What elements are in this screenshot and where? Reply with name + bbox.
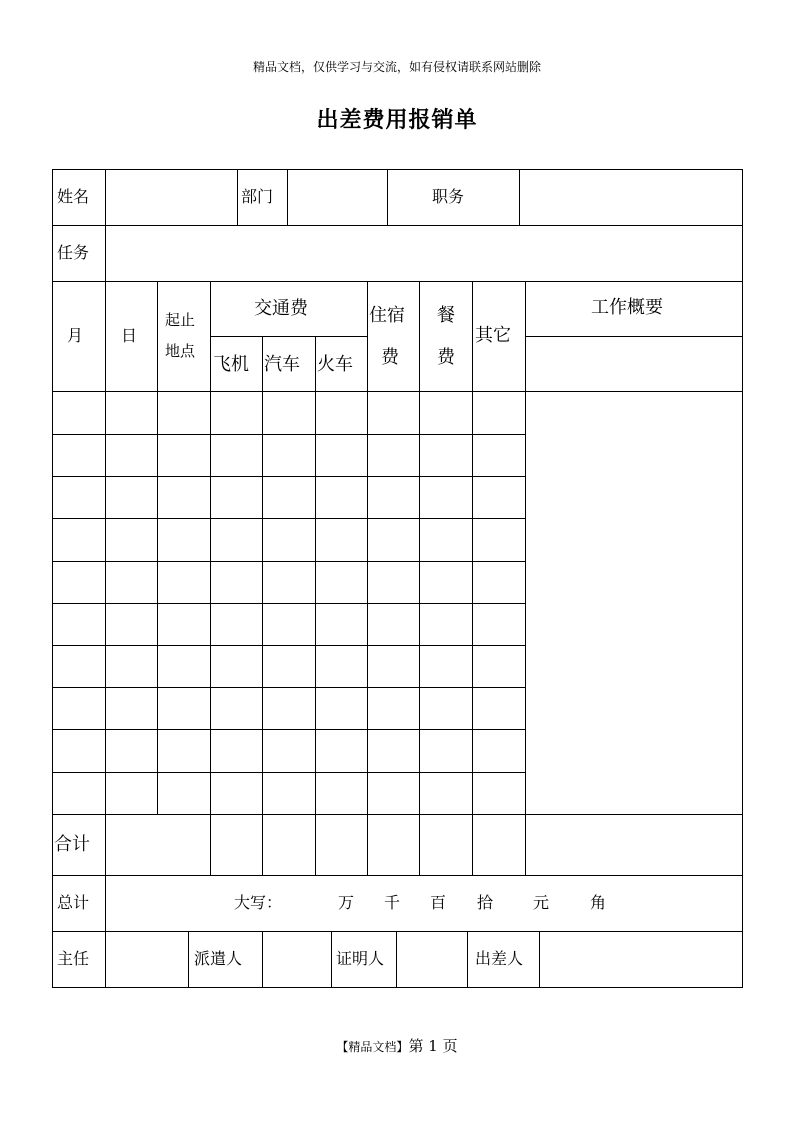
entry-cell-route[interactable] — [158, 730, 210, 772]
entry-cell-car[interactable] — [263, 435, 315, 476]
entry-cell-month[interactable] — [53, 519, 105, 561]
entry-cell-day[interactable] — [106, 646, 157, 687]
traveler-label: 出差人 — [475, 949, 524, 968]
entry-cell-route[interactable] — [158, 688, 210, 729]
entry-cell-lodging[interactable] — [368, 604, 419, 645]
page-title: 出差费用报销单 — [316, 107, 478, 133]
entry-cell-month[interactable] — [53, 392, 105, 434]
entry-cell-car[interactable] — [263, 562, 315, 603]
entry-cell-day[interactable] — [106, 604, 157, 645]
day-header: 日 — [121, 326, 138, 345]
entry-cell-lodging[interactable] — [368, 435, 419, 476]
entry-cell-day[interactable] — [106, 392, 157, 434]
grid-line-h — [52, 931, 743, 932]
entry-cell-lodging[interactable] — [368, 773, 419, 814]
grid-line-v — [539, 931, 540, 988]
entry-cell-other[interactable] — [473, 688, 525, 729]
entry-cell-meal[interactable] — [420, 646, 472, 687]
entry-cell-meal[interactable] — [420, 477, 472, 518]
entry-cell-plane[interactable] — [211, 562, 262, 603]
entry-cell-train[interactable] — [316, 688, 367, 729]
entry-cell-car[interactable] — [263, 604, 315, 645]
entry-cell-month[interactable] — [53, 435, 105, 476]
footer-prefix: 第 — [408, 1037, 424, 1055]
entry-cell-other[interactable] — [473, 392, 525, 434]
entry-cell-train[interactable] — [316, 435, 367, 476]
total-wan: 万 — [338, 893, 355, 912]
entry-cell-meal[interactable] — [420, 392, 472, 434]
entry-cell-day[interactable] — [106, 519, 157, 561]
entry-cell-car[interactable] — [263, 646, 315, 687]
grid-line-v — [387, 169, 388, 226]
other-header: 其它 — [475, 325, 511, 346]
entry-cell-car[interactable] — [263, 773, 315, 814]
entry-cell-lodging[interactable] — [368, 519, 419, 561]
entry-cell-other[interactable] — [473, 435, 525, 476]
meal-header-line2: 费 — [437, 347, 455, 368]
entry-cell-train[interactable] — [316, 646, 367, 687]
entry-cell-meal[interactable] — [420, 435, 472, 476]
entry-cell-month[interactable] — [53, 646, 105, 687]
meal-header-line1: 餐 — [437, 305, 455, 326]
month-header: 月 — [67, 326, 84, 345]
entry-cell-plane[interactable] — [211, 688, 262, 729]
entry-cell-day[interactable] — [106, 435, 157, 476]
entry-cell-lodging[interactable] — [368, 730, 419, 772]
grid-line-h — [52, 875, 743, 876]
entry-cell-other[interactable] — [473, 477, 525, 518]
entry-cell-plane[interactable] — [211, 519, 262, 561]
work-summary-header: 工作概要 — [591, 297, 663, 318]
header-note: 精品文档，仅供学习与交流，如有侵权请联系网站删除 — [252, 60, 541, 74]
page-footer — [0, 1035, 794, 1056]
entry-cell-lodging[interactable] — [368, 562, 419, 603]
train-header: 火车 — [317, 354, 353, 375]
entry-cell-day[interactable] — [106, 730, 157, 772]
entry-cell-month[interactable] — [53, 562, 105, 603]
entry-cell-plane[interactable] — [211, 435, 262, 476]
total-label: 总计 — [57, 893, 90, 912]
entry-cell-meal[interactable] — [420, 773, 472, 814]
entry-cell-car[interactable] — [263, 519, 315, 561]
entry-cell-other[interactable] — [473, 646, 525, 687]
entry-cell-other[interactable] — [473, 562, 525, 603]
grid-line-v — [237, 169, 238, 226]
entry-cell-train[interactable] — [316, 519, 367, 561]
entry-cell-plane[interactable] — [211, 392, 262, 434]
entry-cell-meal[interactable] — [420, 519, 472, 561]
total-capital-label: 大写： — [234, 893, 283, 912]
position-label: 职务 — [432, 187, 465, 206]
entry-cell-route[interactable] — [158, 773, 210, 814]
entry-cell-route[interactable] — [158, 519, 210, 561]
grid-line-h — [52, 281, 743, 282]
entry-cell-meal[interactable] — [420, 730, 472, 772]
entry-cell-month[interactable] — [53, 477, 105, 518]
grid-line-v — [105, 814, 106, 988]
entry-cell-plane[interactable] — [211, 773, 262, 814]
entry-cell-meal[interactable] — [420, 604, 472, 645]
entry-cell-train[interactable] — [316, 562, 367, 603]
total-shi: 拾 — [477, 893, 494, 912]
entry-cell-route[interactable] — [158, 646, 210, 687]
plane-header: 飞机 — [213, 354, 249, 375]
entry-cell-month[interactable] — [53, 730, 105, 772]
grid-line-v — [742, 169, 743, 988]
dept-field[interactable] — [288, 170, 387, 225]
entry-cell-plane[interactable] — [211, 646, 262, 687]
grid-line-h — [525, 336, 743, 337]
entry-cell-plane[interactable] — [211, 604, 262, 645]
entry-cell-month[interactable] — [53, 604, 105, 645]
name-label: 姓名 — [57, 187, 90, 206]
entry-cell-car[interactable] — [263, 730, 315, 772]
entry-cell-train[interactable] — [316, 392, 367, 434]
subtotal-label: 合计 — [54, 834, 90, 855]
grid-line-v — [467, 931, 468, 988]
grid-line-h — [52, 814, 526, 815]
entry-cell-lodging[interactable] — [368, 477, 419, 518]
entry-cell-lodging[interactable] — [368, 646, 419, 687]
task-field[interactable] — [106, 226, 742, 281]
entry-cell-car[interactable] — [263, 392, 315, 434]
entry-cell-other[interactable] — [473, 730, 525, 772]
grid-line-h — [52, 987, 743, 988]
footer-tag: 【精品文档】 — [336, 1040, 409, 1054]
entry-cell-other[interactable] — [473, 604, 525, 645]
entry-cell-route[interactable] — [158, 435, 210, 476]
lodging-header-line1: 住宿 — [369, 305, 405, 326]
entry-cell-other[interactable] — [473, 773, 525, 814]
director-label: 主任 — [57, 949, 90, 968]
grid-line-v — [262, 931, 263, 988]
entry-cell-plane[interactable] — [211, 730, 262, 772]
entry-cell-route[interactable] — [158, 477, 210, 518]
total-yuan: 元 — [533, 893, 550, 912]
entry-cell-day[interactable] — [106, 688, 157, 729]
route-header-line1: 起止 — [165, 311, 196, 329]
entry-cell-train[interactable] — [316, 604, 367, 645]
entry-cell-car[interactable] — [263, 477, 315, 518]
task-label: 任务 — [57, 243, 90, 262]
entry-cell-month[interactable] — [53, 773, 105, 814]
entry-cell-route[interactable] — [158, 562, 210, 603]
lodging-header-line2: 费 — [381, 347, 399, 368]
entry-cell-month[interactable] — [53, 688, 105, 729]
total-qian: 千 — [384, 893, 401, 912]
route-header-line2: 地点 — [165, 342, 196, 360]
dispatcher-label: 派遣人 — [194, 949, 243, 968]
position-field[interactable] — [520, 170, 742, 225]
entry-cell-plane[interactable] — [211, 477, 262, 518]
grid-line-v — [331, 931, 332, 988]
car-header: 汽车 — [264, 354, 300, 375]
entry-cell-lodging[interactable] — [368, 392, 419, 434]
entry-cell-meal[interactable] — [420, 562, 472, 603]
entry-cell-route[interactable] — [158, 604, 210, 645]
grid-line-h — [210, 336, 368, 337]
entry-cell-train[interactable] — [316, 477, 367, 518]
entry-cell-lodging[interactable] — [368, 688, 419, 729]
entry-cell-meal[interactable] — [420, 688, 472, 729]
entry-cell-day[interactable] — [106, 562, 157, 603]
witness-label: 证明人 — [336, 949, 385, 968]
grid-line-v — [188, 931, 189, 988]
entry-cell-other[interactable] — [473, 519, 525, 561]
grid-line-v — [396, 931, 397, 988]
transport-header: 交通费 — [254, 298, 308, 319]
entry-cell-day[interactable] — [106, 477, 157, 518]
entry-cell-route[interactable] — [158, 392, 210, 434]
dept-label: 部门 — [241, 187, 274, 206]
grid-line-h — [525, 814, 743, 815]
grid-line-v — [525, 281, 526, 876]
total-bai: 百 — [430, 893, 447, 912]
entry-cell-car[interactable] — [263, 688, 315, 729]
footer-page-number: 1 — [428, 1037, 438, 1055]
entry-cell-train[interactable] — [316, 730, 367, 772]
name-field[interactable] — [106, 170, 237, 225]
footer-suffix: 页 — [442, 1037, 458, 1055]
entry-cell-day[interactable] — [106, 773, 157, 814]
entry-cell-train[interactable] — [316, 773, 367, 814]
total-jiao: 角 — [590, 893, 607, 912]
